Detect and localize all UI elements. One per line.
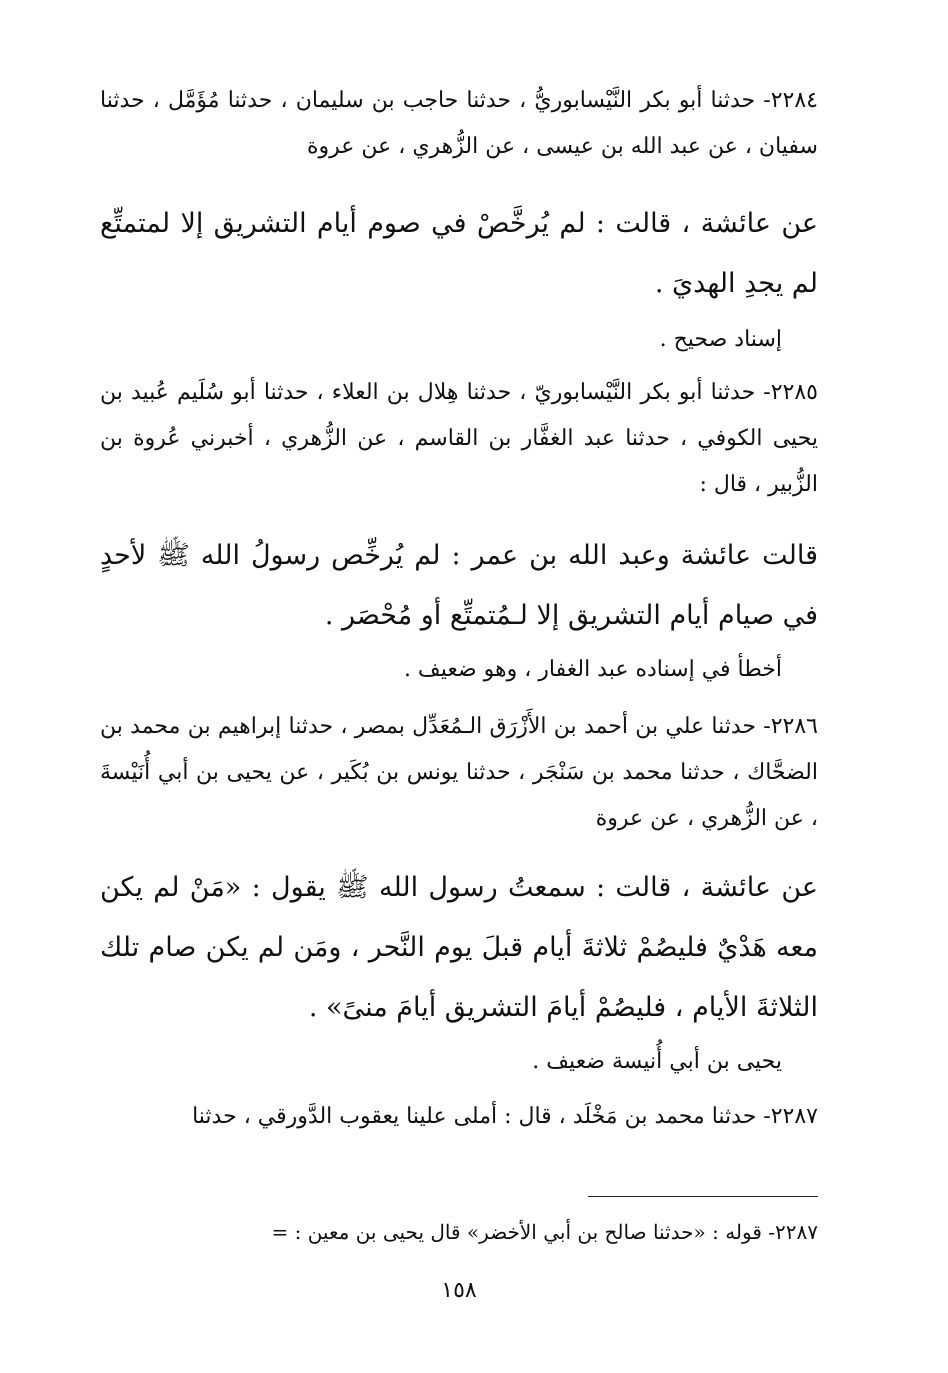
hadith-2286-verdict: يحيى بن أبي أُنيسة ضعيف . (532, 1049, 782, 1074)
hadith-2286-isnad: ٢٢٨٦- حدثنا علي بن أحمد بن الأَزْرَق الـمُعَدِّل بمصر ، حدثنا إبراهيم بن محمد بن الضحَّاك ، حدثنا محمد بن سَنْجَر ، حدثنا يونس بن بُكَير ، عن يحيى بن أبي أُنَيْسةَ ، عن الزُّهري ، عن عروة (100, 714, 818, 831)
footnote-2287: ٢٢٨٧- قوله : «حدثنا صالح بن أبي الأخضر» قال يحيى بن معين : = (271, 1220, 818, 1244)
book-page (100, 0, 818, 1373)
hadith-2285-matn: قالت عائشة وعبد الله بن عمر : لم يُرخِّص رسولُ الله ﷺ لأحدٍ في صيام أيام التشريق إلا لـمُتمتِّع أو مُحْصَر . (100, 540, 818, 631)
hadith-2285-isnad: ٢٢٨٥- حدثنا أبو بكر النَّيْسابوريّ ، حدثنا هِلال بن العلاء ، حدثنا أبو سُلَيم عُبيد بن يحيى الكوفي ، حدثنا عبد الغفَّار بن القاسم ، عن الزُّهري ، أخبرني عُروة بن الزُّبير ، قال : (100, 380, 818, 497)
page-number: ١٥٨ (441, 1278, 477, 1303)
hadith-2284-matn: عن عائشة ، قالت : لم يُرخَّصْ في صوم أيام التشريق إلا لمتمتِّع لم يجدِ الهديَ . (100, 208, 818, 299)
footnote-separator (588, 1196, 818, 1197)
hadith-2284-isnad: ٢٢٨٤- حدثنا أبو بكر النَّيْسابوريُّ ، حدثنا حاجب بن سليمان ، حدثنا مُؤَمَّل ، حدثنا سفيان ، عن عبد الله بن عيسى ، عن الزُّهري ، عن عروة (100, 88, 818, 159)
hadith-2287-isnad: ٢٢٨٧- حدثنا محمد بن مَخْلَد ، قال : أملى علينا يعقوب الدَّورقي ، حدثنا (192, 1104, 818, 1129)
hadith-2286-matn: عن عائشة ، قالت : سمعتُ رسول الله ﷺ يقول : «مَنْ لم يكن معه هَدْيٌ فليصُمْ ثلاثةَ أيام قبلَ يوم النَّحر ، ومَن لم يكن صام تلك الثلاثةَ الأيام ، فليصُمْ أيامَ التشريق أيامَ منىً» . (100, 872, 818, 1023)
hadith-2285-verdict: أخطأ في إسناده عبد الغفار ، وهو ضعيف . (403, 657, 782, 682)
hadith-2284-verdict: إسناد صحيح . (659, 327, 782, 352)
